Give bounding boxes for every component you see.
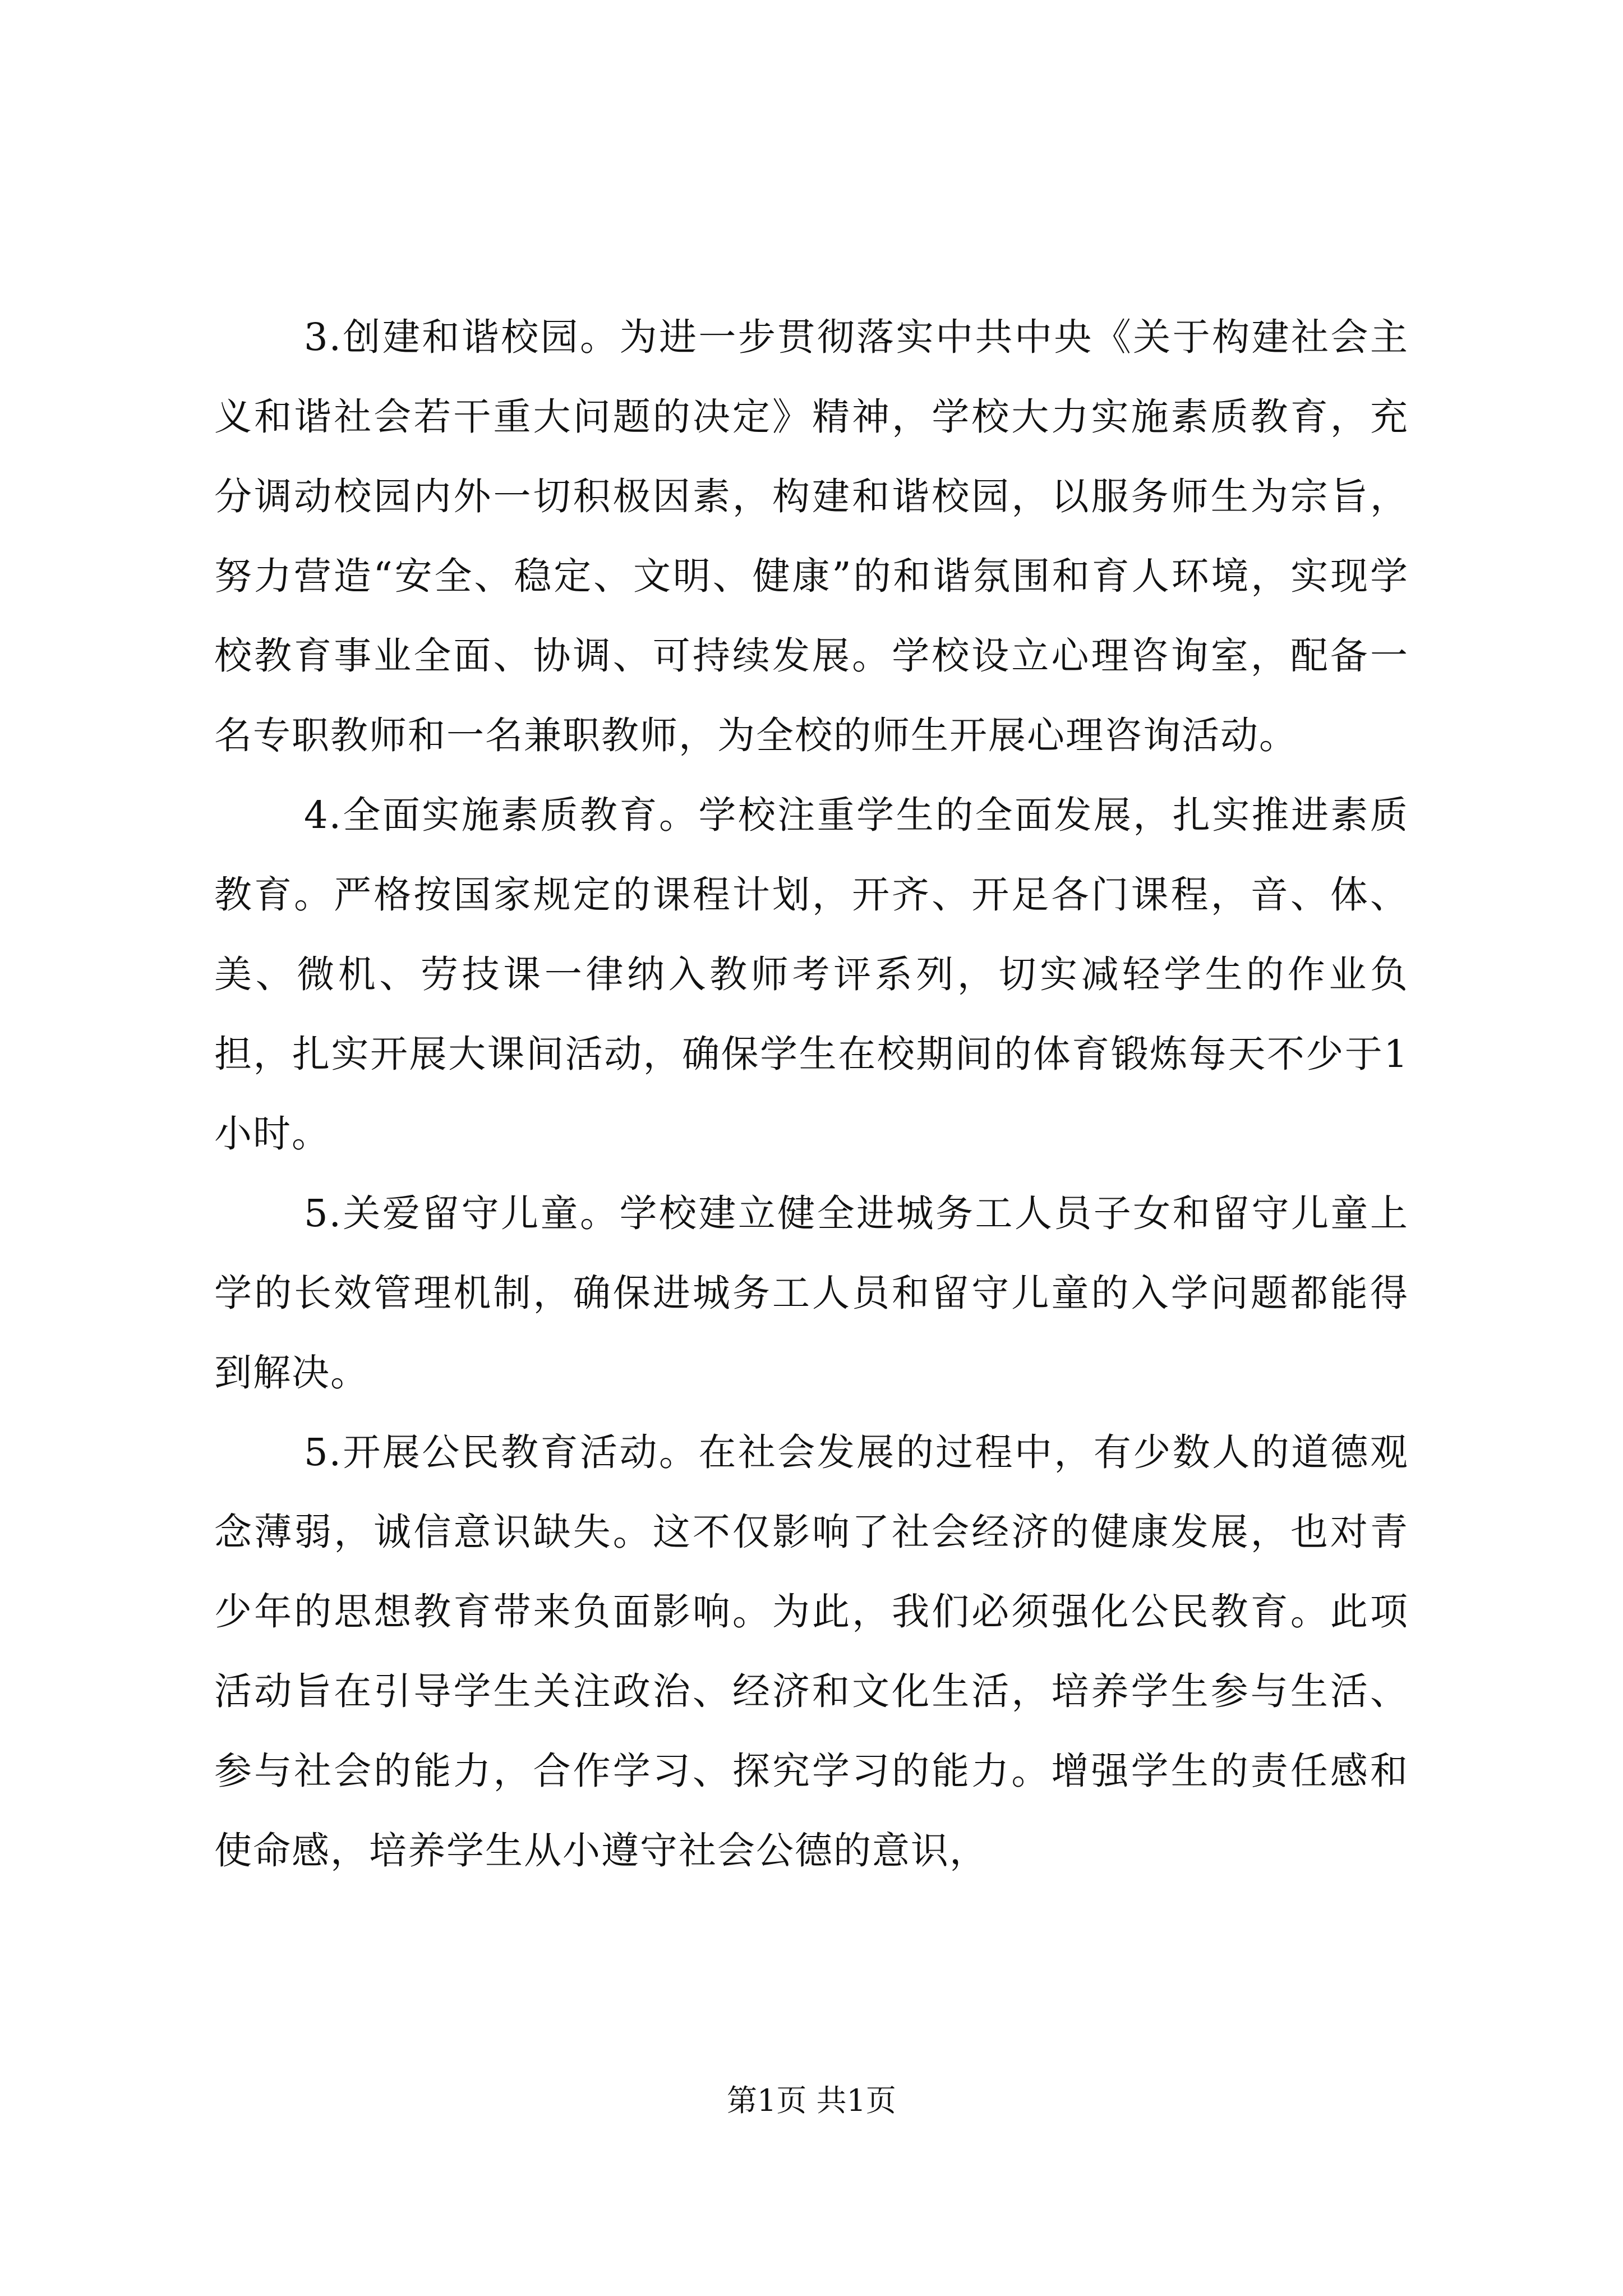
document-body [214,297,1409,1890]
paragraph-harmonious-campus: 3.创建和谐校园。为进一步贯彻落实中共中央《关于构建社会主义和谐社会若干重大问题的决定》精神，学校大力实施素质教育，充分调动校园内外一切积极因素，构建和谐校园，以服务师生为宗旨，努力营造“安全、稳定、文明、健康”的和谐氛围和育人环境，实现学校教育事业全面、协调、可持续发展。学校设立心理咨询室，配备一名专职教师和一名兼职教师，为全校的师生开展心理咨询活动。 [214,315,1409,757]
paragraph-quality-education: 4.全面实施素质教育。学校注重学生的全面发展，扎实推进素质教育。严格按国家规定的课程计划，开齐、开足各门课程，音、体、美、微机、劳技课一律纳入教师考评系列，切实减轻学生的作业负担，扎实开展大课间活动，确保学生在校期间的体育锻炼每天不少于1小时。 [214,793,1409,1156]
paragraph-civic-education: 5.开展公民教育活动。在社会发展的过程中，有少数人的道德观念薄弱，诚信意识缺失。这不仅影响了社会经济的健康发展，也对青少年的思想教育带来负面影响。为此，我们必须强化公民教育。此项活动旨在引导学生关注政治、经济和文化生活，培养学生参与生活、参与社会的能力，合作学习、探究学习的能力。增强学生的责任感和使命感，培养学生从小遵守社会公德的意识， [214,1430,1409,1872]
page-number-footer: 第1页 共1页 [727,2083,896,2118]
paragraph-left-behind-children: 5.关爱留守儿童。学校建立健全进城务工人员子女和留守儿童上学的长效管理机制，确保进城务工人员和留守儿童的入学问题都能得到解决。 [214,1191,1409,1395]
